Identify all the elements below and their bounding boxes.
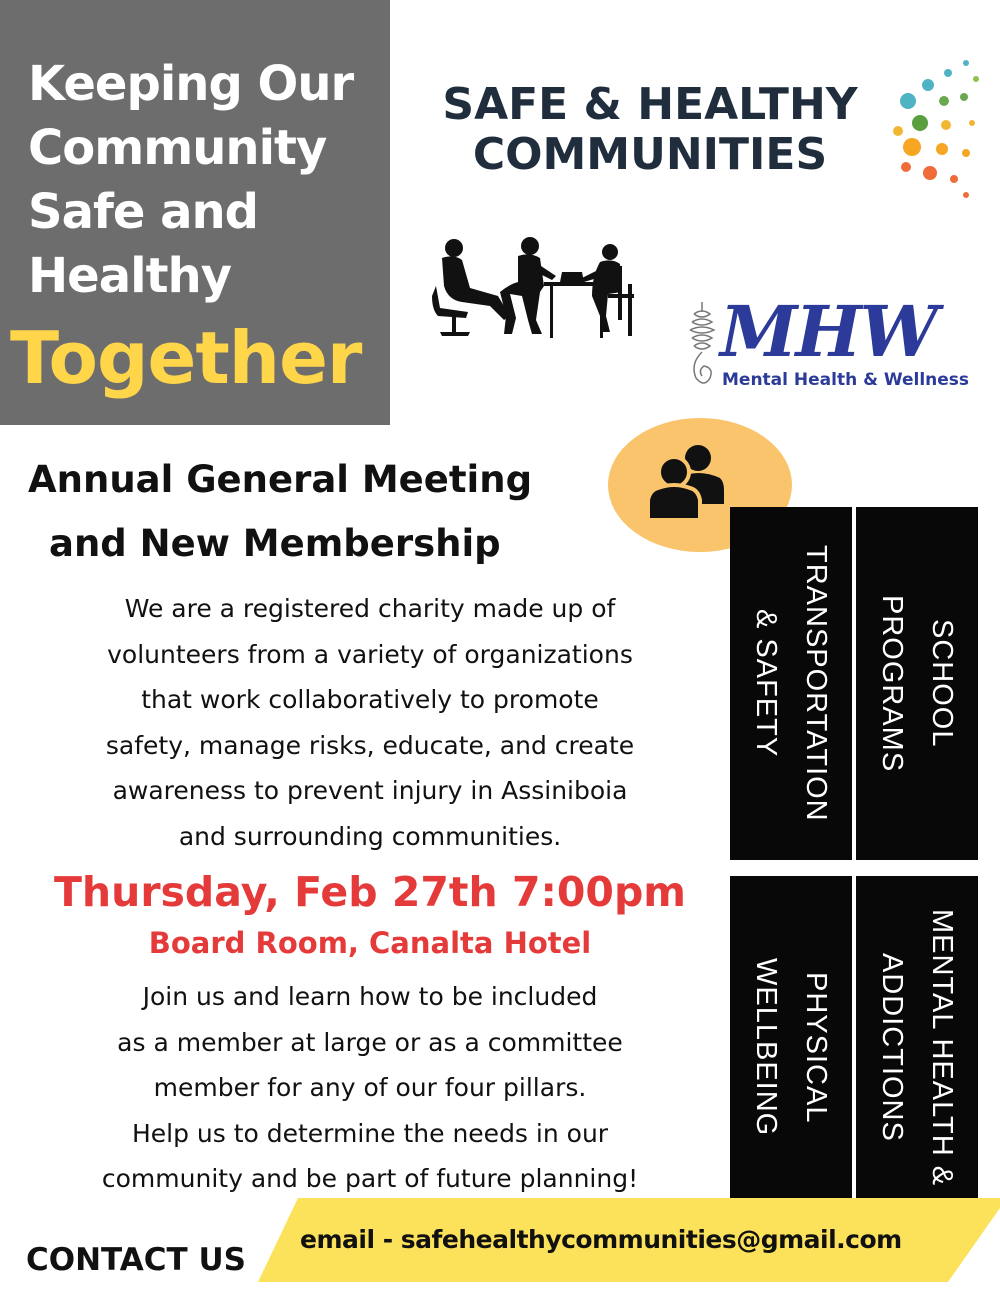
join-line: community and be part of future planning! — [101, 1164, 639, 1193]
hero-highlight: Together — [10, 316, 362, 400]
pillar-label: SCHOOL PROGRAMS — [876, 594, 958, 773]
mhw-logo-letters: MHW — [720, 290, 937, 373]
charity-description — [20, 586, 720, 859]
pillar-label: TRANSPORTATION & SAFETY — [750, 545, 832, 822]
meeting-heading-line-1: Annual General Meeting — [28, 458, 533, 501]
hero-title-line: Community — [28, 120, 327, 176]
pillar-school-programs — [856, 507, 978, 860]
join-line: Join us and learn how to be included — [142, 982, 598, 1011]
meeting-heading-line-2: and New Membership — [49, 522, 501, 565]
pillar-label: PHYSICAL WELLBEING — [750, 958, 832, 1137]
hero-title — [28, 52, 388, 308]
join-line: member for any of our four pillars. — [153, 1073, 587, 1102]
brand-logo-text — [400, 80, 900, 180]
group-people-icon — [646, 442, 726, 522]
pillar-transportation-safety — [730, 507, 852, 860]
description-line: safety, manage risks, educate, and create — [105, 730, 635, 760]
event-location: Board Room, Canalta Hotel — [148, 926, 592, 960]
hero-title-line: Safe and — [28, 184, 259, 240]
brand-dots-icon — [888, 55, 998, 205]
description-line: and surrounding communities. — [178, 821, 562, 851]
meeting-heading — [28, 448, 628, 576]
description-line: volunteers from a variety of organizations — [107, 639, 633, 669]
meeting-people-icon — [432, 236, 642, 340]
contact-label: CONTACT US — [26, 1242, 246, 1278]
description-line: that work collaboratively to promote — [141, 685, 599, 714]
join-line: as a member at large or as a committee — [117, 1027, 623, 1057]
brand-line-2: COMMUNITIES — [472, 129, 828, 180]
pillar-label: MENTAL HEALTH & ADDICTIONS — [876, 908, 958, 1187]
pillar-physical-wellbeing — [730, 876, 852, 1219]
hero-title-line: Keeping Our — [28, 56, 354, 112]
brand-line-1: SAFE & HEALTHY — [442, 79, 858, 130]
join-invitation — [10, 974, 730, 1202]
join-line: Help us to determine the needs in our — [131, 1118, 609, 1148]
description-line: awareness to prevent injury in Assiniboia — [112, 776, 628, 805]
contact-email[interactable]: email - safehealthycommunities@gmail.com — [300, 1225, 902, 1254]
event-date: Thursday, Feb 27th 7:00pm — [53, 868, 687, 916]
description-line: We are a registered charity made up of — [124, 594, 616, 623]
hero-title-line: Healthy — [28, 248, 231, 304]
pillar-mental-health-addictions — [856, 876, 978, 1219]
mhw-logo-name: Mental Health & Wellness — [722, 370, 970, 390]
